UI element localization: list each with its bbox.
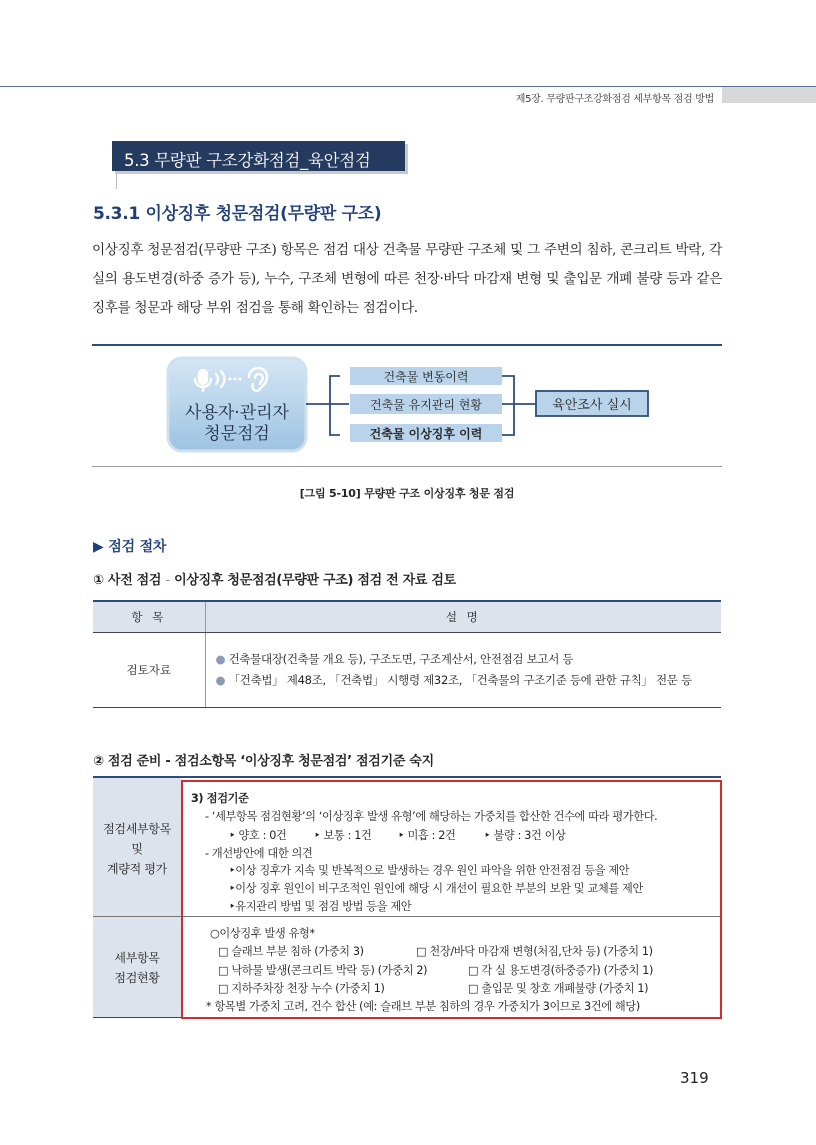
step1-description: 이상징후 청문점검(무량판 구조) 점검 전 자료 검토 bbox=[174, 573, 456, 588]
list-item-text: 「건축법」 제48조, 「건축법」 시행령 제32조, 「건축물의 구조기준 등에 관한 규칙」 전문 등 bbox=[228, 672, 692, 687]
bullet-icon: ● bbox=[215, 651, 226, 666]
type-finish-deformation: □ 천장/바닥 마감재 변형(처짐,단차 등) (가중치 1) bbox=[416, 945, 653, 958]
table-header-row bbox=[93, 601, 721, 632]
left-box-line1: 사용자·관리자 bbox=[185, 403, 289, 423]
criteria-row-label-line3: 계량적 평가 bbox=[107, 862, 167, 876]
status-row-label-line1: 세부항목 bbox=[114, 951, 160, 965]
grade-normal: ‣ 보통 : 1건 bbox=[314, 829, 372, 842]
item-label-3: 건축물 이상징후 이력 bbox=[369, 427, 483, 441]
intro-paragraph: 이상징후 청문점검(무량판 구조) 항목은 점검 대상 건축물 무량판 구조체 및 그 주변의 침하, 콘크리트 박락, 각 실의 용도변경(하중 증가 등), 누수, 구조체 변형에 따른 천장·바닥 마감재 변형 및 출입문 개폐 불량 등과 같은 징후를 청문과 해당 부위 점검을 통해 확인하는 점검이다. bbox=[92, 242, 722, 316]
result-label: 육안조사 실시 bbox=[552, 398, 632, 413]
subsection-title: 5.3.1 이상징후 청문점검(무량판 구조) bbox=[93, 204, 382, 224]
criteria-row-label-line1: 점검세부항목 bbox=[103, 822, 171, 836]
step1-heading bbox=[93, 569, 456, 588]
left-box-line2: 청문점검 bbox=[204, 424, 270, 444]
types-footnote: * 항목별 가중치 고려, 건수 합산 (예: 슬래브 부분 침하의 경우 가중치가 3이므로 3건에 해당) bbox=[206, 1000, 640, 1013]
row-description bbox=[205, 632, 721, 707]
status-row-label bbox=[93, 948, 181, 988]
header-tab-block bbox=[722, 87, 816, 103]
grade-poor: ‣ 미흡 : 2건 bbox=[398, 829, 456, 842]
table-row bbox=[93, 632, 721, 707]
grade-bad: ‣ 불량 : 3건 이상 bbox=[484, 829, 566, 842]
improve-item-3: ‣유지관리 방법 및 점검 방법 등을 제안 bbox=[229, 900, 412, 913]
section-title: 5.3 무량판 구조강화점검_육안점검 bbox=[112, 141, 405, 171]
types-title: ○이상징후 발생 유형* bbox=[210, 927, 315, 940]
criteria-row-label-line2: 및 bbox=[131, 842, 143, 856]
pre-check-table bbox=[93, 600, 721, 708]
criteria-row-label bbox=[93, 819, 181, 879]
figure-caption: [그림 5-10] 무량판 구조 이상징후 청문 점검 bbox=[299, 487, 515, 500]
step1-dash: - bbox=[165, 573, 170, 588]
inspection-flow-diagram bbox=[92, 346, 722, 466]
type-door-malfunction: □ 출입문 및 창호 개폐불량 (가중치 1) bbox=[468, 982, 649, 995]
header-rule bbox=[0, 86, 816, 87]
criteria-title: 3) 점검기준 bbox=[191, 792, 249, 805]
grade-good: ‣ 양호 : 0건 bbox=[229, 829, 287, 842]
column-header-description: 설 명 bbox=[205, 601, 721, 632]
improve-item-2: ‣이상 징후 원인이 비구조적인 원인에 해당 시 개선이 필요한 부분의 보완 및 교체를 제안 bbox=[229, 882, 643, 895]
chapter-header: 제5장. 무량판구조강화점검 세부항목 점검 방법 bbox=[515, 94, 714, 105]
improve-title: - 개선방안에 대한 의견 bbox=[205, 847, 313, 860]
item-label-2: 건축물 유지관리 현황 bbox=[370, 398, 482, 412]
criteria-table-top-rule bbox=[93, 776, 721, 778]
item-label-1: 건축물 변동이력 bbox=[383, 370, 469, 384]
status-row-label-line2: 점검현황 bbox=[114, 971, 160, 985]
step2-heading: ② 점검 준비 - 점검소항목 ‘이상징후 청문점검’ 점검기준 숙지 bbox=[93, 754, 434, 769]
procedure-heading: ▶ 점검 절차 bbox=[93, 539, 167, 555]
list-item-text: 건축물대장(건축물 개요 등), 구조도면, 구조계산서, 안전점검 보고서 등 bbox=[228, 651, 574, 666]
page-number: 319 bbox=[680, 1069, 709, 1087]
criteria-line: - ‘세부항목 점검현황’의 ‘이상징후 발생 유형’에 해당하는 가중치를 합산한 건수에 따라 평가한다. bbox=[205, 810, 658, 823]
type-use-change: □ 각 실 용도변경(하중증가) (가중치 1) bbox=[468, 964, 654, 977]
column-header-item: 항 목 bbox=[93, 601, 205, 632]
row-label: 검토자료 bbox=[93, 632, 205, 707]
figure-bottom-rule bbox=[92, 466, 722, 467]
list-item bbox=[216, 649, 722, 670]
step1-label: ① 사전 점검 bbox=[93, 573, 162, 588]
bullet-icon: ● bbox=[215, 672, 226, 687]
type-falling-objects: □ 낙하물 발생(콘크리트 박락 등) (가중치 2) bbox=[218, 964, 428, 977]
type-parking-leak: □ 지하주차장 천장 누수 (가중치 1) bbox=[218, 982, 385, 995]
list-item bbox=[216, 670, 722, 691]
improve-item-1: ‣이상 징후가 지속 및 반복적으로 발생하는 경우 원인 파악을 위한 안전점검 등을 제안 bbox=[229, 864, 630, 877]
type-slab-settlement: □ 슬래브 부분 침하 (가중치 3) bbox=[218, 945, 364, 958]
